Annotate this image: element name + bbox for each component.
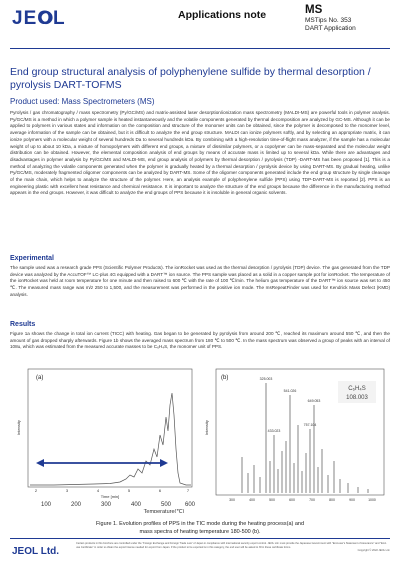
results-paragraph: Figure 1a shows the change in total ion current (TICC) with heating. Gas began to be generated by pyrolysis from around 200 ℃, reached its maximum around 550 ℃, and then the amount of gas dropped sharply afterwards. Figure 1b shows the averaged mass spectrum from 180 ℃ to 500 ℃. In the mass spectrum was observed a group of peaks with an interval of 108u, which was estimated from the measured accurate masses to be C₆H₄S, the monomer unit of PPS.	[10, 331, 390, 350]
ms-tips-number: MSTips No. 353	[305, 17, 352, 25]
panel-label-b: (b)	[221, 375, 229, 381]
intro-paragraph: Pyrolysis / gas chromatography / mass spectrometry (Py/GC/MS) and matrix-assisted laser desorption/ionization mass spectrometry (MALDI-MS) are powerful tools in polymer analysis. Py/GC/MS is a method in which a polymer sample is heated instantaneously and the volatile components generated by thermal decomposition are analyzed by GC-MS. Although it can be applied to polymers in various states and information on the composition and structure of the monomer units can be obtained, since the polymer is decomposed to the monomer level, average information of the sample can be obtained, but it is difficult to analyze the end group structure. MALDI can ionize polymers softly, and by selecting an appropriate matrix, it can ionize polymers with a molecular weight of several hundreds Da to several hundreds kDa. By combining with a high-resolution time-of-flight mass analyzer, if the sample has a molecular weight of up to about 10 kDa, a mixture of homopolymers with different end groups, a mixture of dissimilar polymers, or a copolymer can be mass-separated and the molecular weight distribution can be obtained. However, the elemental composition analysis of end groups by means of accurate mass is limited up to several kDa. While there are advantages and disadvantages in polymer analysis by Py/GC/MS and MALDI-MS, end group analysis of polymers by thermal desorption / pyrolysis (TDP) -DART-MS has been proposed [1]. This is a method of analyzing the volatile components generated when the polymer is gradually heated by a thermal desorption / pyrolysis device by using DART-MS. By gradual heating, unlike Py/GC/MS, moderately fragmented oligomer components can be analyzed by DART-MS. Some of the oligomer components generated include the end group structure by single cleavage of the main chain, which helps to analyze the structure of the polymer. Here, an analysis example of polyphenylene sulfide (PPS) using TDP-DART-MS is reported [2]. PPS is an engineering plastic with excellent heat resistance and chemical resistance. It is important to analyze the structure of the end groups because the difference in the manufacturing method appears in the end groups. However, it was difficult to analyze the end groups of PPS because it is insoluble in general organic solvents.	[10, 110, 390, 196]
figure-caption	[70, 521, 330, 536]
temp-tick: 200	[70, 502, 82, 508]
y-axis-label-a: Intensity	[16, 420, 21, 435]
temp-axis-label: Temperature(℃)	[143, 509, 185, 513]
ms-tips-block	[305, 4, 356, 32]
temp-tick: 500	[160, 502, 172, 508]
temp-tick: 100	[40, 502, 52, 508]
peak-label: 541.026	[283, 389, 297, 393]
mz-tick: 800	[329, 498, 335, 502]
dart-application-label: DART Application	[305, 24, 356, 32]
footer-disclaimer	[76, 542, 390, 553]
time-tick: 6	[158, 488, 162, 493]
figure-1b-mass-spectrum	[202, 365, 388, 513]
results-heading: Results	[10, 321, 36, 328]
mz-tick: 600	[289, 498, 295, 502]
panel-label-a: (a)	[36, 375, 44, 381]
mz-tick: 1000	[368, 498, 376, 502]
peak-label: 649.053	[307, 399, 321, 403]
jeol-logo	[12, 6, 86, 28]
time-tick: 4	[96, 488, 100, 493]
ms-title: MS	[305, 4, 323, 16]
peak-label: 433.023	[267, 429, 281, 433]
figure-1a-tic-plot	[14, 365, 196, 513]
monomer-formula: C₆H₄S	[348, 386, 366, 392]
experimental-heading: Experimental	[10, 255, 54, 262]
y-axis-label-b: Intensity	[204, 420, 209, 435]
mz-tick: 300	[229, 498, 235, 502]
time-tick: 3	[65, 488, 69, 493]
applications-note-label: Applications note	[178, 9, 267, 21]
logo-text: JEOL	[12, 8, 66, 28]
monomer-mass: 108.003	[346, 395, 368, 401]
mz-tick: 700	[309, 498, 315, 502]
temp-tick: 400	[130, 502, 142, 508]
caption-line-2: mass spectra of heating temperature 180-500 (b).	[139, 528, 261, 535]
temp-tick: 600	[184, 502, 196, 508]
peak-label: 325.003	[259, 377, 273, 381]
product-used: Product used: Mass Spectrometers (MS)	[10, 97, 155, 106]
copyright-text: Copyright © 2022 JEOL Ltd.	[357, 549, 390, 553]
time-tick: 7	[186, 488, 190, 493]
peak-label: 757.104	[303, 423, 317, 427]
mz-tick: 400	[249, 498, 255, 502]
caption-line-1: Figure 1. Evolution profiles of PPS in the TIC mode during the heating process(a) and	[95, 521, 305, 527]
footer-rule	[10, 538, 390, 539]
mz-tick: 500	[269, 498, 275, 502]
experimental-paragraph: The sample used was a research grade PPS (Scientific Polymer Products). The ionRocket was used as the thermal desorption / pyrolysis (TDP) device. The gas generated from the TDP device was analyzed by the AccuTOF™ LC-plus 4G equipped with a DART™ ion source. The PPS sample was placed as a solid in a copper sample pot for ionRocket. The temperature of the ionRocket was held at room temperature for one minute and then raised to 600 ℃ with the rate of 100 ℃/min. The helium gas temperature of the DART™ ion source was set to 450 ℃. The measured mass range was m/z 250 to 1,500, and the measurement was performed in the positive ion mode. The msRepeatFinder was used for Kendrick Mass Defect (KMD) analysis.	[10, 265, 390, 297]
page-title: End group structural analysis of polyphenylene sulfide by thermal desorption / pyrolysis DART-TOFMS	[10, 66, 371, 91]
time-axis-label: Time [min]	[100, 494, 120, 499]
time-tick: 5	[127, 488, 131, 493]
temp-tick: 300	[100, 502, 112, 508]
mz-tick: 900	[349, 498, 355, 502]
disclaimer-text: Certain products in this brochure are controlled under the "Foreign Exchange and Foreign Trade Law" of Japan in compliance with international security export control. JEOL Ltd. must provide the Japanese Government with "End-user's Statement of Assurance" and "End-use Certificate" in order to obtain the export license needed for export from Japan. If the product to be exported is in this category, the end user will be asked to fill in these certificate forms.	[76, 542, 387, 549]
time-tick: 2	[34, 488, 38, 493]
header-rule	[10, 48, 390, 49]
footer-logo: JEOL Ltd.	[12, 546, 60, 557]
